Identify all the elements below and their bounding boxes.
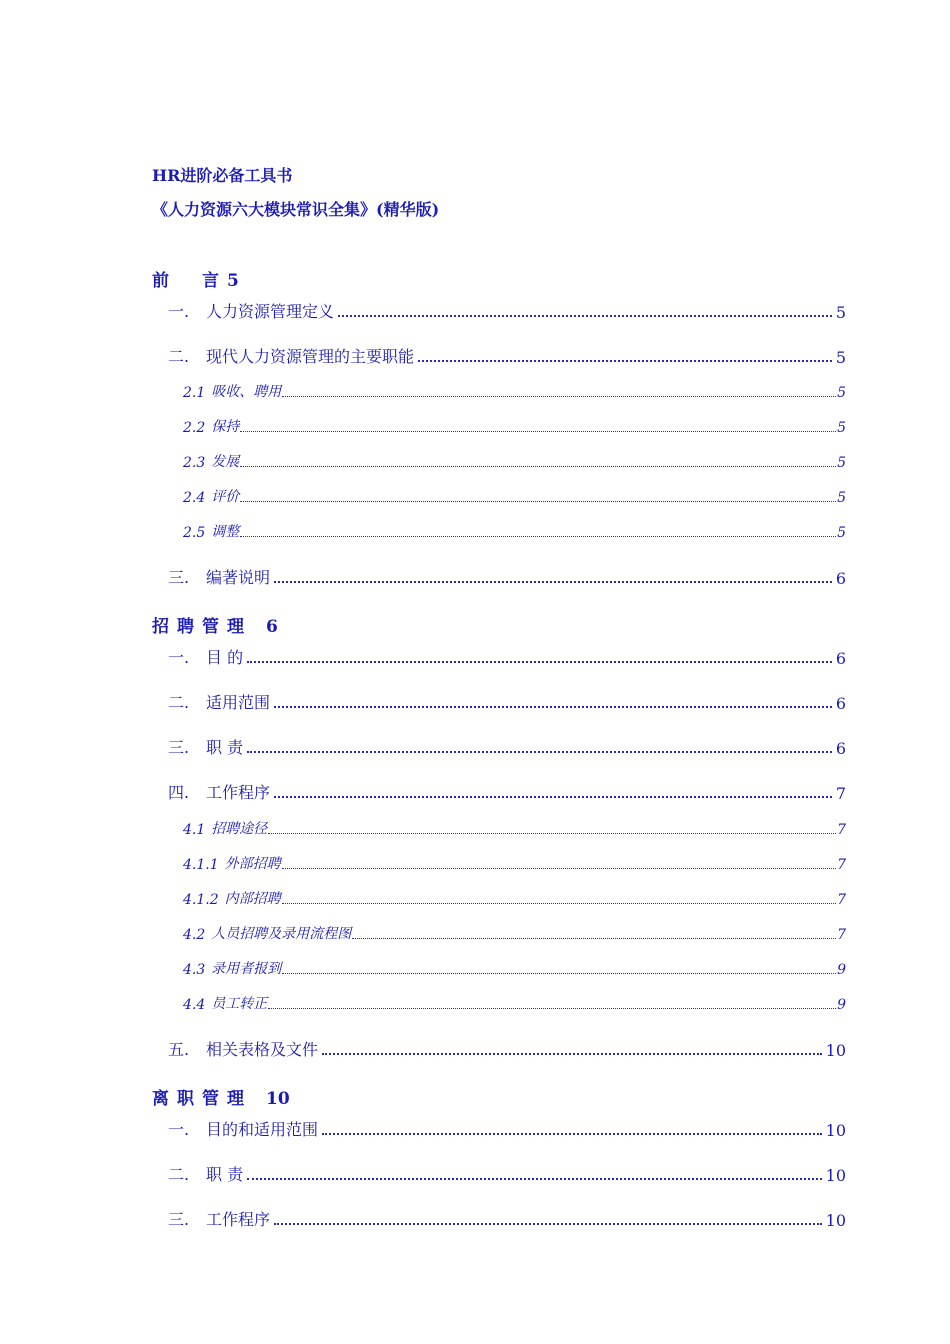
entry-number: 4.2	[183, 927, 206, 943]
entry-label: 人员招聘及录用流程图	[211, 926, 352, 942]
entry-page: 10	[825, 1166, 846, 1185]
entry-page: 7	[837, 822, 846, 838]
toc-section-heading[interactable]	[152, 1084, 290, 1109]
entry-label: 评价	[211, 489, 240, 505]
entry-page: 5	[837, 490, 846, 506]
entry-number: 一.	[168, 648, 190, 667]
entry-number: 4.1.2	[183, 892, 219, 908]
entry-number: 二.	[168, 1165, 190, 1184]
entry-number: 一.	[168, 1120, 190, 1139]
toc-entry[interactable]	[168, 300, 846, 322]
doc-title: 《人力资源六大模块常识全集》(精华版)	[152, 200, 440, 219]
entry-page: 5	[837, 420, 846, 436]
entry-page: 10	[825, 1211, 846, 1230]
dot-leader	[274, 706, 832, 708]
entry-label: 外部招聘	[224, 856, 281, 872]
entry-label: 工作程序	[206, 1210, 271, 1229]
toc-subentry[interactable]	[183, 853, 846, 873]
toc-section-heading[interactable]	[152, 612, 278, 637]
entry-label: 适用范围	[206, 693, 271, 712]
toc-entry[interactable]	[168, 566, 846, 588]
toc-subentry[interactable]	[183, 451, 846, 471]
entry-page: 6	[835, 739, 846, 758]
entry-page: 5	[835, 348, 846, 367]
section-label: 离职管理	[152, 1089, 252, 1109]
entry-number: 4.1.1	[183, 857, 219, 873]
toc-subentry[interactable]	[183, 486, 846, 506]
entry-label: 保持	[211, 419, 240, 435]
entry-label: 招聘途径	[211, 821, 268, 837]
entry-number: 五.	[168, 1040, 190, 1059]
entry-label: 现代人力资源管理的主要职能	[206, 347, 415, 366]
toc-subentry[interactable]	[183, 416, 846, 436]
entry-label: 调整	[211, 524, 240, 540]
entry-label: 职 责	[206, 738, 244, 757]
entry-label: 录用者报到	[211, 961, 282, 977]
entry-label: 相关表格及文件	[206, 1040, 319, 1059]
entry-page: 10	[825, 1041, 846, 1060]
toc-entry[interactable]	[168, 736, 846, 758]
dot-leader	[240, 466, 836, 467]
entry-label: 编著说明	[206, 568, 271, 587]
entry-number: 2.2	[183, 420, 206, 436]
toc-entry[interactable]	[168, 691, 846, 713]
entry-page: 5	[837, 455, 846, 471]
toc-entry[interactable]	[168, 345, 846, 367]
entry-number: 2.1	[183, 385, 206, 401]
dot-leader	[268, 833, 836, 834]
toc-subentry[interactable]	[183, 381, 846, 401]
entry-label: 工作程序	[206, 783, 271, 802]
section-label: 招聘管理	[152, 617, 252, 637]
dot-leader	[274, 796, 832, 798]
entry-label: 吸收、聘用	[211, 384, 282, 400]
toc-entry[interactable]	[168, 781, 846, 803]
dot-leader	[418, 360, 832, 362]
section-page: 6	[266, 617, 278, 637]
dot-leader	[352, 938, 836, 939]
dot-leader	[247, 1178, 822, 1180]
entry-page: 7	[837, 892, 846, 908]
entry-number: 2.3	[183, 455, 206, 471]
entry-page: 6	[835, 649, 846, 668]
section-page: 5	[227, 271, 239, 291]
dot-leader	[282, 396, 836, 397]
dot-leader	[240, 431, 836, 432]
entry-page: 6	[835, 694, 846, 713]
entry-page: 7	[837, 927, 846, 943]
entry-page: 5	[837, 385, 846, 401]
section-label: 前 言	[152, 271, 227, 291]
dot-leader	[282, 868, 836, 869]
entry-page: 7	[837, 857, 846, 873]
entry-number: 4.3	[183, 962, 206, 978]
entry-label: 职 责	[206, 1165, 244, 1184]
entry-number: 2.4	[183, 490, 206, 506]
entry-label: 人力资源管理定义	[206, 302, 335, 321]
toc-section-heading[interactable]	[152, 266, 239, 291]
entry-number: 一.	[168, 302, 190, 321]
entry-number: 三.	[168, 568, 190, 587]
entry-number: 4.4	[183, 997, 206, 1013]
toc-entry[interactable]	[168, 1118, 846, 1140]
dot-leader	[240, 501, 836, 502]
toc-subentry[interactable]	[183, 923, 846, 943]
entry-label: 员工转正	[211, 996, 268, 1012]
entry-label: 内部招聘	[224, 891, 281, 907]
entry-label: 发展	[211, 454, 240, 470]
toc-entry[interactable]	[168, 1208, 846, 1230]
toc-subentry[interactable]	[183, 521, 846, 541]
entry-page: 10	[825, 1121, 846, 1140]
entry-number: 2.5	[183, 525, 206, 541]
dot-leader	[247, 661, 832, 663]
toc-subentry[interactable]	[183, 993, 846, 1013]
dot-leader	[240, 536, 836, 537]
entry-page: 9	[837, 997, 846, 1013]
doc-subtitle: HR进阶必备工具书	[152, 166, 293, 185]
toc-entry[interactable]	[168, 1038, 846, 1060]
entry-page: 5	[835, 303, 846, 322]
section-page: 10	[266, 1089, 290, 1109]
dot-leader	[282, 973, 836, 974]
entry-page: 5	[837, 525, 846, 541]
toc-entry[interactable]	[168, 1163, 846, 1185]
entry-page: 6	[835, 569, 846, 588]
entry-page: 9	[837, 962, 846, 978]
dot-leader	[274, 1223, 822, 1225]
dot-leader	[282, 903, 836, 904]
dot-leader	[247, 751, 832, 753]
entry-number: 四.	[168, 783, 190, 802]
dot-leader	[322, 1133, 822, 1135]
entry-number: 三.	[168, 738, 190, 757]
dot-leader	[322, 1053, 822, 1055]
dot-leader	[274, 581, 832, 583]
entry-label: 目 的	[206, 648, 244, 667]
entry-page: 7	[835, 784, 846, 803]
dot-leader	[268, 1008, 836, 1009]
entry-label: 目的和适用范围	[206, 1120, 319, 1139]
toc-subentry[interactable]	[183, 818, 846, 838]
entry-number: 二.	[168, 693, 190, 712]
entry-number: 三.	[168, 1210, 190, 1229]
toc-subentry[interactable]	[183, 958, 846, 978]
toc-subentry[interactable]	[183, 888, 846, 908]
dot-leader	[338, 315, 832, 317]
entry-number: 4.1	[183, 822, 206, 838]
toc-entry[interactable]	[168, 646, 846, 668]
entry-number: 二.	[168, 347, 190, 366]
